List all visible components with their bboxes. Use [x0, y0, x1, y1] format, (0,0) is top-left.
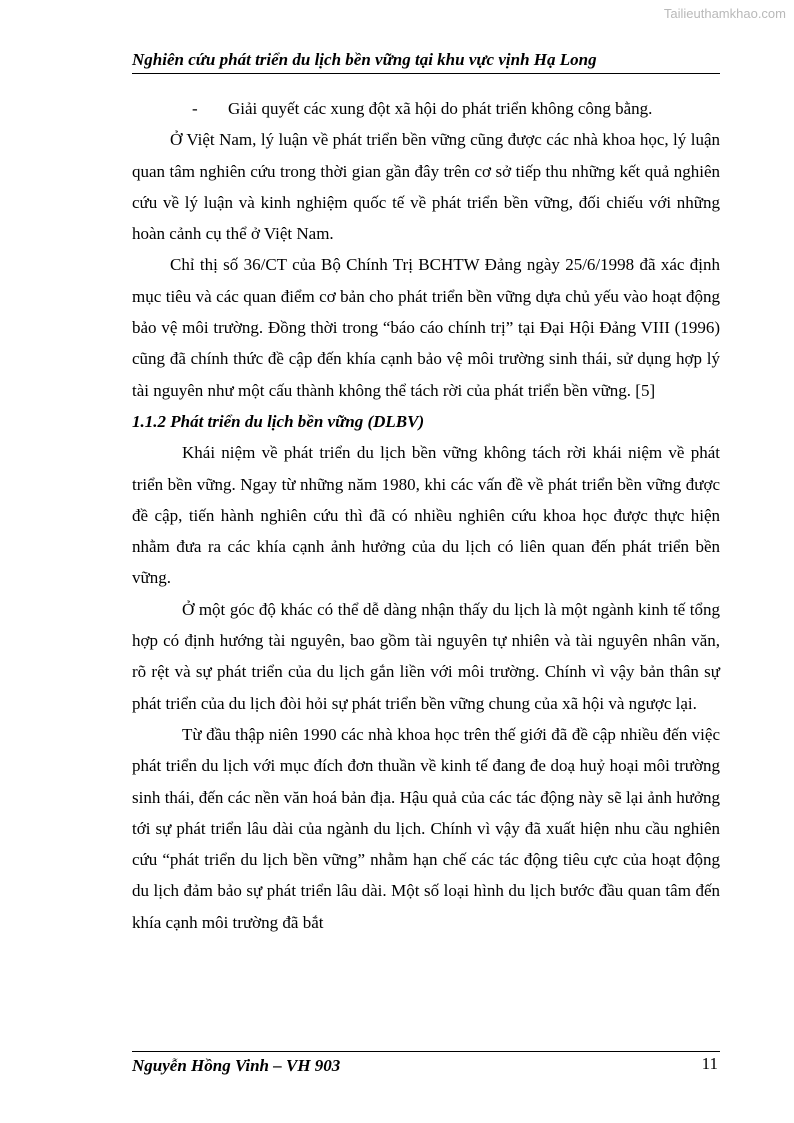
paragraph: Khái niệm về phát triển du lịch bền vững không tách rời khái niệm về phát triển bền vững. Ngay từ những năm 1980, khi các vấn đề về phát triển bền vững được đề cập, tiến hành nghiên cứu thì đã có nhiều nghiên cứu khoa học được thực hiện nhằm đưa ra các khía cạnh ảnh hưởng của du lịch có liên quan đến phát triển bền vững. [132, 443, 720, 588]
paragraph: Ở Việt Nam, lý luận về phát triển bền vững cũng được các nhà khoa học, lý luận quan tâm nghiên cứu trong thời gian gần đây trên cơ sở tiếp thu những kết quả nghiên cứu về lý luận và kinh nghiệm quốc tế về phát triển bền vững, đối chiếu với những hoàn cảnh cụ thể ở Việt Nam. [132, 130, 720, 244]
page-number: 11 [701, 1054, 718, 1073]
document-body [132, 93, 720, 938]
bullet-text: Giải quyết các xung đột xã hội do phát triển không công bằng. [228, 99, 653, 118]
footer-divider [132, 1051, 720, 1052]
paragraph: Ở một góc độ khác có thể dễ dàng nhận thấy du lịch là một ngành kinh tế tổng hợp có định hướng tài nguyên, bao gồm tài nguyên tự nhiên và tài nguyên nhân văn, rõ rệt và sự phát triển của du lịch gắn liền với môi trường. Chính vì vậy bản thân sự phát triển của du lịch đòi hỏi sự phát triển bền vững chung của xã hội và ngược lại. [132, 599, 720, 713]
bullet-item [132, 93, 720, 124]
page-header-title: Nghiên cứu phát triển du lịch bền vững tại khu vực vịnh Hạ Long [132, 49, 720, 74]
footer-author: Nguyễn Hồng Vinh – VH 903 [132, 1056, 341, 1075]
paragraph: Chỉ thị số 36/CT của Bộ Chính Trị BCHTW Đảng ngày 25/6/1998 đã xác định mục tiêu và các quan điểm cơ bản cho phát triển bền vững dựa chủ yếu vào hoạt động bảo vệ môi trường. Đồng thời trong “báo cáo chính trị” tại Đại Hội Đảng VIII (1996) cũng đã chính thức đề cập đến khía cạnh bảo vệ môi trường sinh thái, sử dụng hợp lý tài nguyên như một cấu thành không thể tách rời của phát triển bền vững. [5] [132, 255, 720, 400]
section-heading: 1.1.2 Phát triển du lịch bền vững (DLBV) [132, 411, 425, 431]
bullet-dash: - [192, 99, 198, 118]
watermark: Tailieuthamkhao.com [663, 6, 786, 21]
paragraph: Từ đầu thập niên 1990 các nhà khoa học trên thế giới đã đề cập nhiều đến việc phát triển du lịch với mục đích đơn thuần về kinh tế đang đe doạ huỷ hoại môi trường sinh thái, đến các nền văn hoá bản địa. Hậu quả của các tác động này sẽ lại ảnh hưởng tới sự phát triển lâu dài của ngành du lịch. Chính vì vậy đã xuất hiện nhu cầu nghiên cứu “phát triển du lịch bền vững” nhằm hạn chế các tác động tiêu cực của hoạt động du lịch đảm bảo sự phát triển lâu dài. Một số loại hình du lịch bước đầu quan tâm đến khía cạnh môi trường đã bắt [132, 724, 720, 932]
